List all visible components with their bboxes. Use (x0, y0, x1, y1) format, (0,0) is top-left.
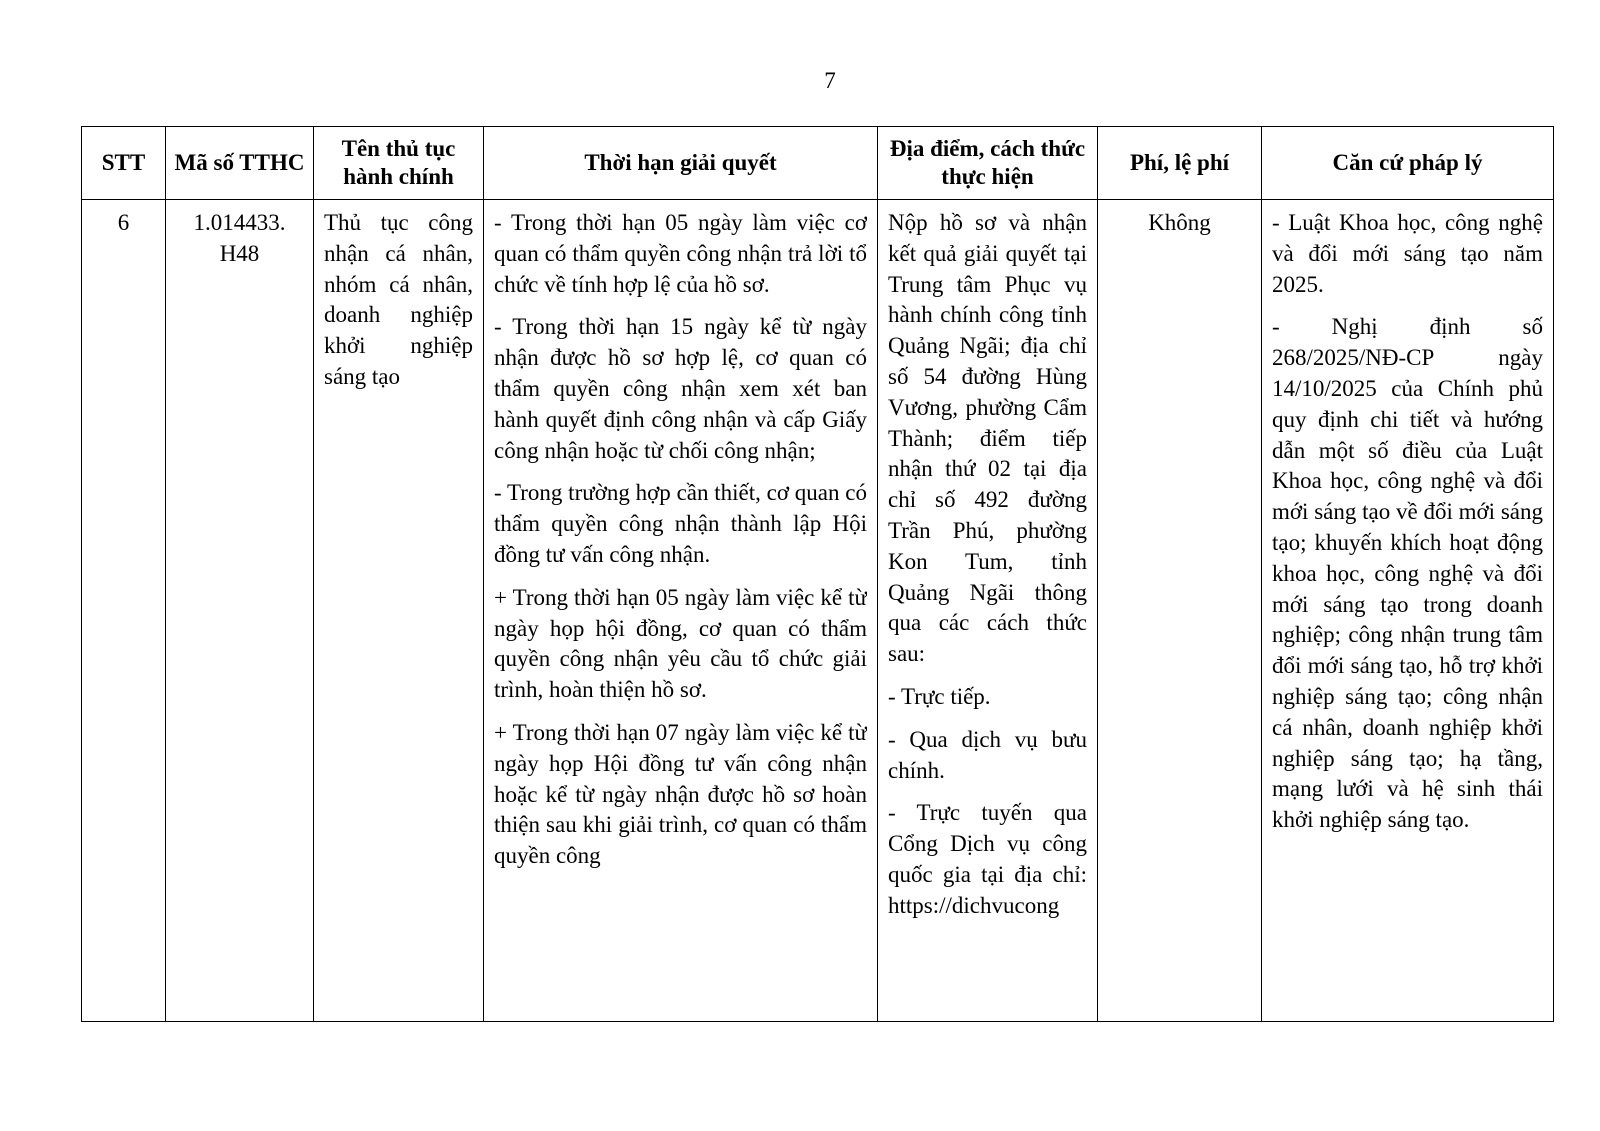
header-ma-so: Mã số TTHC (166, 127, 314, 200)
cell-ma-so: 1.014433. H48 (166, 200, 314, 1022)
procedure-name: Thủ tục công nhận cá nhân, nhóm cá nhân, doanh nghiệp khởi nghiệp sáng tạo (324, 210, 473, 389)
legal-basis-item: - Luật Khoa học, công nghệ và đổi mới sáng tạo năm 2025. (1272, 210, 1543, 297)
cell-dia-diem (878, 200, 1098, 1022)
cell-stt: 6 (82, 200, 166, 1022)
location-item: Nộp hồ sơ và nhận kết quả giải quyết tại Trung tâm Phục vụ hành chính công tỉnh Quảng Ngãi; địa chỉ số 54 đường Hùng Vương, phường Cẩm Thành; điểm tiếp nhận thứ 02 tại địa chỉ số 492 đường Trần Phú, phường Kon Tum, tỉnh Quảng Ngãi thông qua các cách thức sau: (888, 210, 1087, 667)
table-row (82, 200, 1554, 1022)
deadline-item: + Trong thời hạn 07 ngày làm việc kể từ ngày họp Hội đồng tư vấn công nhận hoặc kể từ ngày nhận được hồ sơ hoàn thiện sau khi giải trình, cơ quan có thẩm quyền công (494, 719, 867, 869)
header-thoi-han: Thời hạn giải quyết (484, 127, 878, 200)
page-number: 7 (824, 68, 836, 93)
header-row (82, 127, 1554, 200)
procedure-table (81, 126, 1554, 1022)
header-phi: Phí, lệ phí (1098, 127, 1262, 200)
header-stt: STT (82, 127, 166, 200)
deadline-item: - Trong thời hạn 05 ngày làm việc cơ quan có thẩm quyền công nhận trả lời tổ chức về tính hợp lệ của hồ sơ. (494, 210, 867, 297)
location-item: - Trực tuyến qua Cổng Dịch vụ công quốc gia tại địa chỉ: https://dichvucong (888, 800, 1087, 918)
header-can-cu: Căn cứ pháp lý (1262, 127, 1554, 200)
location-item: - Trực tiếp. (888, 683, 991, 709)
header-dia-diem: Địa điểm, cách thức thực hiện (878, 127, 1098, 200)
cell-thoi-han (484, 200, 878, 1022)
legal-basis-item: - Nghị định số 268/2025/NĐ-CP ngày 14/10/2025 của Chính phủ quy định chi tiết và hướng dẫn một số điều của Luật Khoa học, công nghệ và đổi mới sáng tạo về đổi mới sáng tạo; khuyến khích hoạt động khoa học, công nghệ và đổi mới sáng tạo trong doanh nghiệp; công nhận trung tâm đổi mới sáng tạo, hỗ trợ khởi nghiệp sáng tạo; công nhận cá nhân, doanh nghiệp khởi nghiệp sáng tạo; hạ tầng, mạng lưới và hệ sinh thái khởi nghiệp sáng tạo. (1272, 314, 1543, 833)
cell-can-cu (1262, 200, 1554, 1022)
header-ten-thu-tuc: Tên thủ tục hành chính (314, 127, 484, 200)
cell-ten-thu-tuc (314, 200, 484, 1022)
deadline-item: + Trong thời hạn 05 ngày làm việc kể từ ngày họp hội đồng, cơ quan có thẩm quyền công nhận yêu cầu tổ chức giải trình, hoàn thiện hồ sơ. (494, 584, 867, 703)
deadline-item: - Trong thời hạn 15 ngày kể từ ngày nhận được hồ sơ hợp lệ, cơ quan có thẩm quyền công nhận xem xét ban hành quyết định công nhận và cấp Giấy công nhận hoặc từ chối công nhận; (494, 314, 867, 463)
deadline-item: - Trong trường hợp cần thiết, cơ quan có thẩm quyền công nhận thành lập Hội đồng tư vấn công nhận. (494, 480, 867, 567)
location-item: - Qua dịch vụ bưu chính. (888, 726, 1087, 783)
cell-phi: Không (1098, 200, 1262, 1022)
